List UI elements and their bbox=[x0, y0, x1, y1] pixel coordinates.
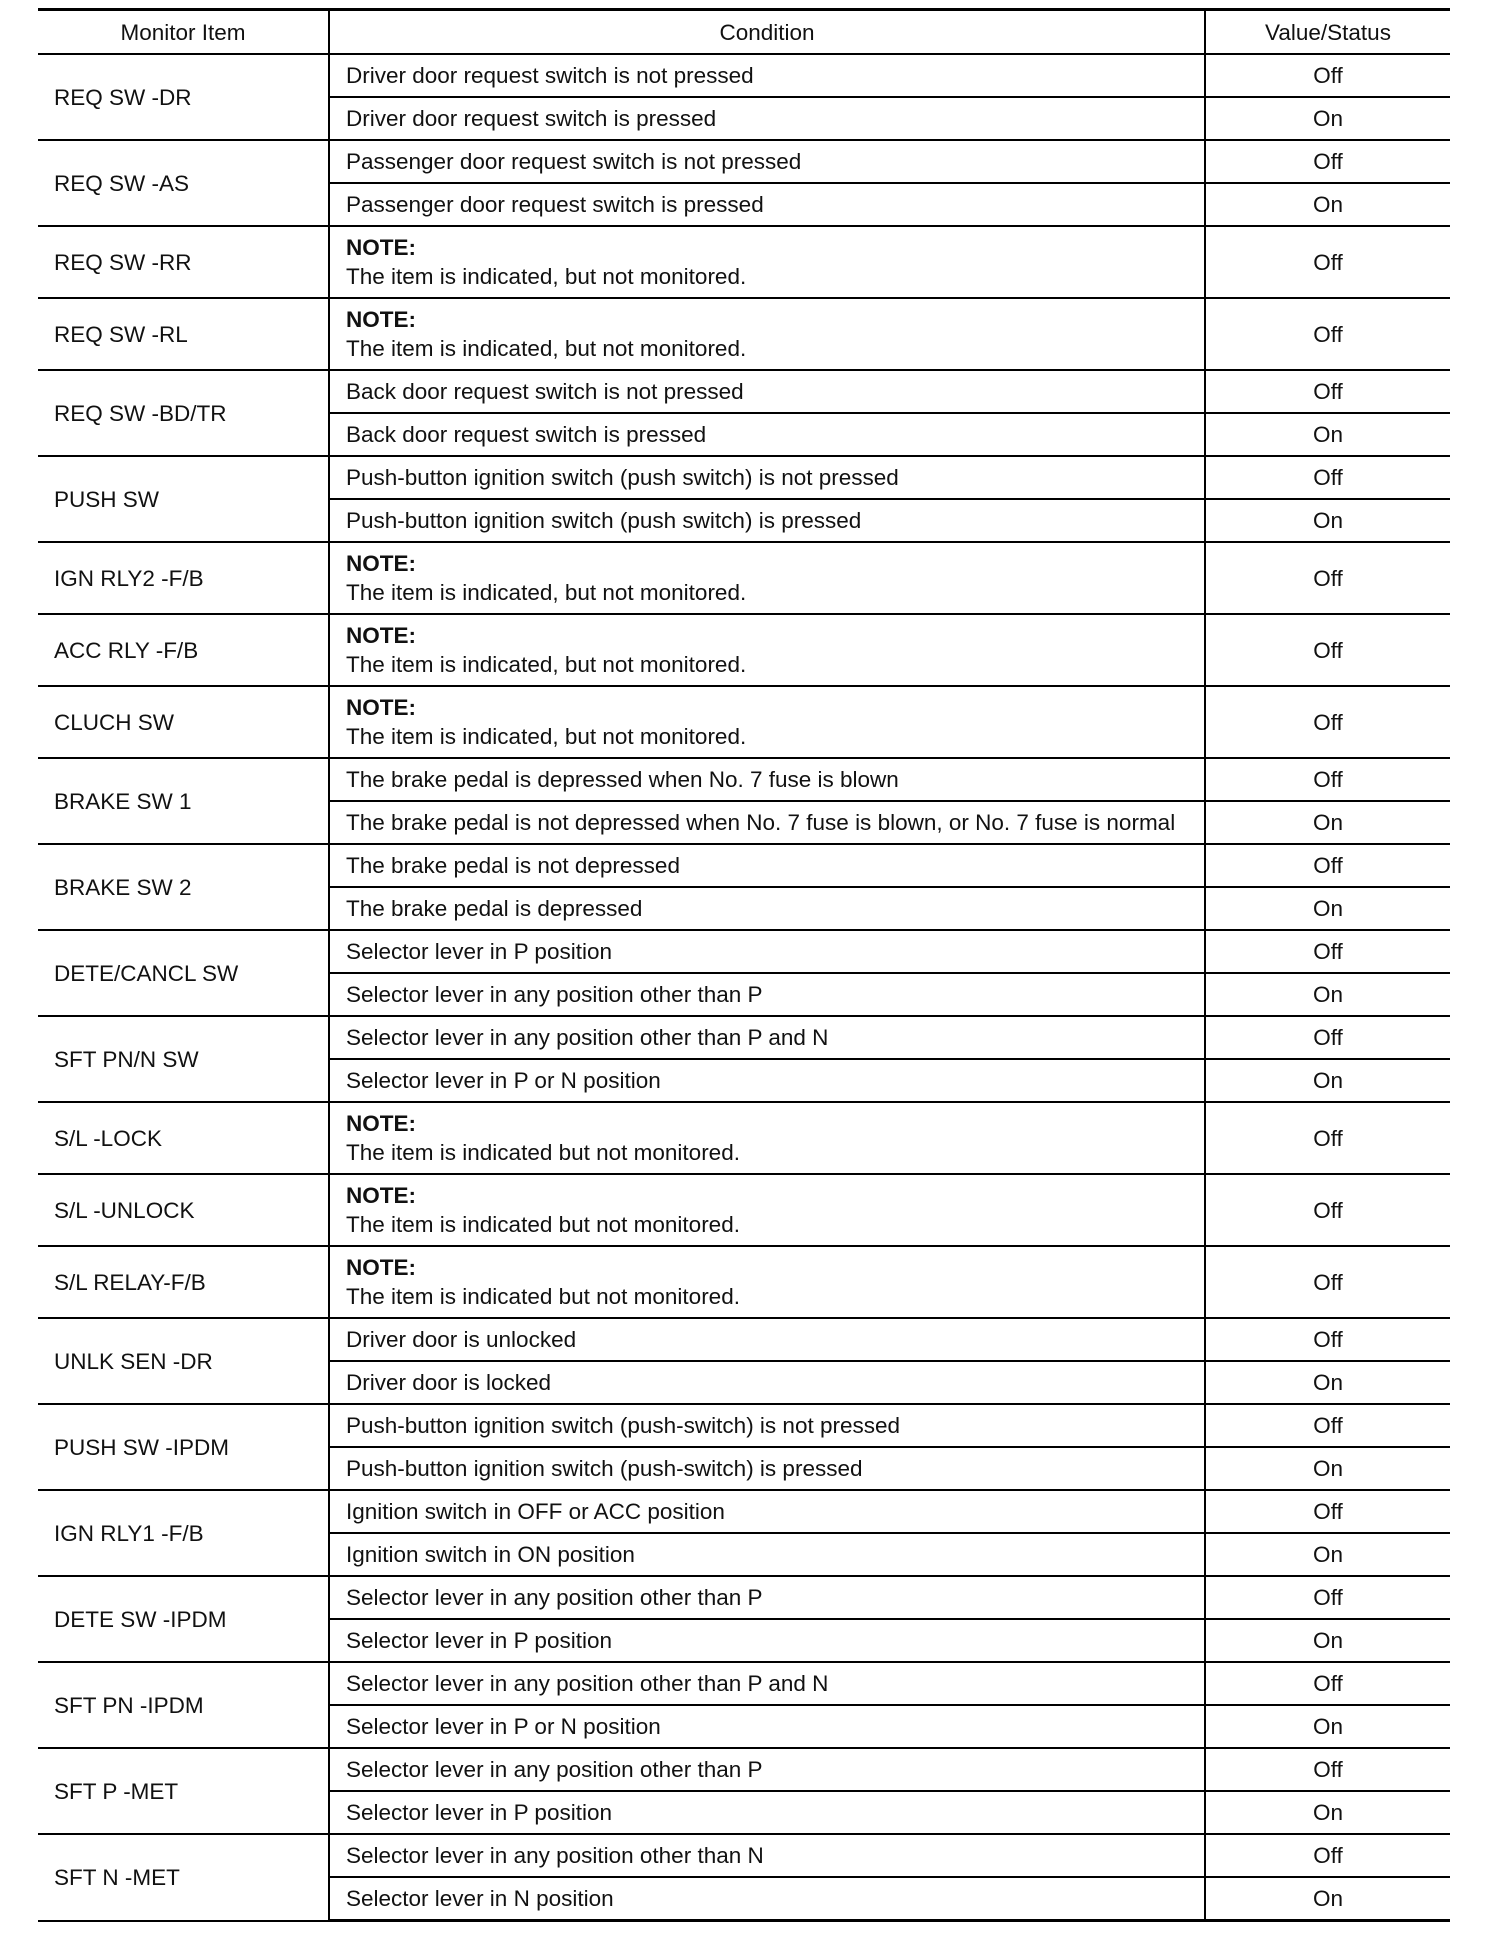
monitor-item-name: IGN RLY1 -F/B bbox=[38, 1490, 329, 1576]
value-status-cell: Off bbox=[1205, 298, 1450, 370]
monitor-item-name: SFT PN -IPDM bbox=[38, 1662, 329, 1748]
monitor-item-name: BRAKE SW 1 bbox=[38, 758, 329, 844]
table-row bbox=[38, 758, 1450, 801]
note-label: NOTE: bbox=[346, 307, 416, 332]
table-row bbox=[38, 370, 1450, 413]
table-row bbox=[38, 686, 1450, 758]
condition-cell: Push-button ignition switch (push switch) is pressed bbox=[329, 499, 1205, 542]
value-status-cell: Off bbox=[1205, 758, 1450, 801]
monitor-item-name: REQ SW -RL bbox=[38, 298, 329, 370]
condition-cell: Driver door is locked bbox=[329, 1361, 1205, 1404]
condition-cell: Selector lever in N position bbox=[329, 1877, 1205, 1921]
value-status-cell: Off bbox=[1205, 1662, 1450, 1705]
table-row bbox=[38, 226, 1450, 298]
value-status-cell: Off bbox=[1205, 456, 1450, 499]
condition-cell: Ignition switch in ON position bbox=[329, 1533, 1205, 1576]
value-status-cell: Off bbox=[1205, 844, 1450, 887]
value-status-cell: Off bbox=[1205, 1246, 1450, 1318]
monitor-item-name: SFT PN/N SW bbox=[38, 1016, 329, 1102]
monitor-item-name: REQ SW -RR bbox=[38, 226, 329, 298]
monitor-item-table bbox=[38, 8, 1450, 1922]
value-status-cell: Off bbox=[1205, 370, 1450, 413]
monitor-item-name: S/L -LOCK bbox=[38, 1102, 329, 1174]
table-row bbox=[38, 1318, 1450, 1361]
value-status-cell: On bbox=[1205, 1619, 1450, 1662]
value-status-cell: Off bbox=[1205, 140, 1450, 183]
value-status-cell: On bbox=[1205, 1877, 1450, 1921]
value-status-cell: On bbox=[1205, 1705, 1450, 1748]
condition-cell: Selector lever in P position bbox=[329, 930, 1205, 973]
condition-cell: Push-button ignition switch (push switch) is not pressed bbox=[329, 456, 1205, 499]
value-status-cell: Off bbox=[1205, 1102, 1450, 1174]
note-label: NOTE: bbox=[346, 551, 416, 576]
value-status-cell: Off bbox=[1205, 1174, 1450, 1246]
monitor-item-name: DETE SW -IPDM bbox=[38, 1576, 329, 1662]
condition-cell: Selector lever in P position bbox=[329, 1791, 1205, 1834]
condition-cell: Ignition switch in OFF or ACC position bbox=[329, 1490, 1205, 1533]
condition-cell: Driver door request switch is pressed bbox=[329, 97, 1205, 140]
condition-cell bbox=[329, 1174, 1205, 1246]
monitor-item-name: SFT N -MET bbox=[38, 1834, 329, 1921]
value-status-cell: Off bbox=[1205, 1404, 1450, 1447]
table-row bbox=[38, 542, 1450, 614]
condition-cell bbox=[329, 686, 1205, 758]
condition-cell bbox=[329, 226, 1205, 298]
condition-cell: The brake pedal is not depressed when No. 7 fuse is blown, or No. 7 fuse is normal bbox=[329, 801, 1205, 844]
value-status-cell: Off bbox=[1205, 542, 1450, 614]
table-row bbox=[38, 140, 1450, 183]
value-status-cell: On bbox=[1205, 183, 1450, 226]
value-status-cell: Off bbox=[1205, 686, 1450, 758]
monitor-item-name: REQ SW -BD/TR bbox=[38, 370, 329, 456]
table-body bbox=[38, 54, 1450, 1921]
monitor-item-name: S/L -UNLOCK bbox=[38, 1174, 329, 1246]
note-text: The item is indicated, but not monitored. bbox=[346, 580, 747, 605]
note-label: NOTE: bbox=[346, 623, 416, 648]
value-status-cell: Off bbox=[1205, 1490, 1450, 1533]
table-row bbox=[38, 1174, 1450, 1246]
monitor-item-name: DETE/CANCL SW bbox=[38, 930, 329, 1016]
note-text: The item is indicated, but not monitored. bbox=[346, 724, 747, 749]
condition-cell bbox=[329, 542, 1205, 614]
monitor-item-name: UNLK SEN -DR bbox=[38, 1318, 329, 1404]
table-row bbox=[38, 1748, 1450, 1791]
note-label: NOTE: bbox=[346, 1255, 416, 1280]
value-status-cell: On bbox=[1205, 499, 1450, 542]
table-row bbox=[38, 614, 1450, 686]
condition-cell bbox=[329, 298, 1205, 370]
condition-cell: Driver door request switch is not pressed bbox=[329, 54, 1205, 97]
value-status-cell: On bbox=[1205, 97, 1450, 140]
table-row bbox=[38, 54, 1450, 97]
note-text: The item is indicated, but not monitored. bbox=[346, 652, 747, 677]
condition-cell: Back door request switch is not pressed bbox=[329, 370, 1205, 413]
value-status-cell: On bbox=[1205, 1361, 1450, 1404]
note-text: The item is indicated but not monitored. bbox=[346, 1212, 740, 1237]
header-condition: Condition bbox=[329, 10, 1205, 55]
table-row bbox=[38, 1246, 1450, 1318]
condition-cell: Selector lever in any position other than P and N bbox=[329, 1662, 1205, 1705]
table-row bbox=[38, 1576, 1450, 1619]
value-status-cell: Off bbox=[1205, 1834, 1450, 1877]
note-text: The item is indicated but not monitored. bbox=[346, 1140, 740, 1165]
table-row bbox=[38, 844, 1450, 887]
header-value-status: Value/Status bbox=[1205, 10, 1450, 55]
condition-cell bbox=[329, 1102, 1205, 1174]
note-label: NOTE: bbox=[346, 1183, 416, 1208]
value-status-cell: On bbox=[1205, 1791, 1450, 1834]
value-status-cell: Off bbox=[1205, 1576, 1450, 1619]
note-text: The item is indicated but not monitored. bbox=[346, 1284, 740, 1309]
monitor-item-name: CLUCH SW bbox=[38, 686, 329, 758]
value-status-cell: Off bbox=[1205, 1016, 1450, 1059]
value-status-cell: On bbox=[1205, 973, 1450, 1016]
value-status-cell: Off bbox=[1205, 54, 1450, 97]
table-row bbox=[38, 1016, 1450, 1059]
condition-cell: Selector lever in P or N position bbox=[329, 1705, 1205, 1748]
table-row bbox=[38, 1102, 1450, 1174]
table-header bbox=[38, 10, 1450, 55]
header-monitor-item: Monitor Item bbox=[38, 10, 329, 55]
note-label: NOTE: bbox=[346, 1111, 416, 1136]
condition-cell: Back door request switch is pressed bbox=[329, 413, 1205, 456]
condition-cell bbox=[329, 1246, 1205, 1318]
monitor-item-name: PUSH SW -IPDM bbox=[38, 1404, 329, 1490]
value-status-cell: On bbox=[1205, 1447, 1450, 1490]
monitor-item-name: ACC RLY -F/B bbox=[38, 614, 329, 686]
note-text: The item is indicated, but not monitored. bbox=[346, 264, 747, 289]
note-label: NOTE: bbox=[346, 695, 416, 720]
value-status-cell: Off bbox=[1205, 614, 1450, 686]
note-label: NOTE: bbox=[346, 235, 416, 260]
value-status-cell: Off bbox=[1205, 1318, 1450, 1361]
monitor-item-name: SFT P -MET bbox=[38, 1748, 329, 1834]
table-row bbox=[38, 456, 1450, 499]
condition-cell: Passenger door request switch is pressed bbox=[329, 183, 1205, 226]
monitor-item-name: PUSH SW bbox=[38, 456, 329, 542]
table-row bbox=[38, 1662, 1450, 1705]
condition-cell: Selector lever in any position other than P bbox=[329, 1748, 1205, 1791]
condition-cell: Selector lever in any position other than P bbox=[329, 1576, 1205, 1619]
value-status-cell: On bbox=[1205, 1059, 1450, 1102]
condition-cell: Selector lever in any position other than N bbox=[329, 1834, 1205, 1877]
header-row bbox=[38, 10, 1450, 55]
monitor-item-name: REQ SW -AS bbox=[38, 140, 329, 226]
condition-cell: The brake pedal is depressed bbox=[329, 887, 1205, 930]
value-status-cell: Off bbox=[1205, 1748, 1450, 1791]
condition-cell: Selector lever in P or N position bbox=[329, 1059, 1205, 1102]
condition-cell: The brake pedal is depressed when No. 7 fuse is blown bbox=[329, 758, 1205, 801]
monitor-item-name: REQ SW -DR bbox=[38, 54, 329, 140]
value-status-cell: On bbox=[1205, 413, 1450, 456]
value-status-cell: On bbox=[1205, 887, 1450, 930]
value-status-cell: On bbox=[1205, 1533, 1450, 1576]
table-row bbox=[38, 930, 1450, 973]
monitor-item-name: BRAKE SW 2 bbox=[38, 844, 329, 930]
monitor-item-name: IGN RLY2 -F/B bbox=[38, 542, 329, 614]
table-row bbox=[38, 1404, 1450, 1447]
condition-cell: The brake pedal is not depressed bbox=[329, 844, 1205, 887]
condition-cell: Push-button ignition switch (push-switch) is pressed bbox=[329, 1447, 1205, 1490]
value-status-cell: Off bbox=[1205, 930, 1450, 973]
table-row bbox=[38, 1490, 1450, 1533]
condition-cell: Selector lever in any position other than P bbox=[329, 973, 1205, 1016]
condition-cell: Push-button ignition switch (push-switch) is not pressed bbox=[329, 1404, 1205, 1447]
value-status-cell: On bbox=[1205, 801, 1450, 844]
monitor-item-name: S/L RELAY-F/B bbox=[38, 1246, 329, 1318]
monitor-item-table-container bbox=[38, 8, 1450, 1922]
condition-cell: Selector lever in any position other than P and N bbox=[329, 1016, 1205, 1059]
table-row bbox=[38, 298, 1450, 370]
note-text: The item is indicated, but not monitored. bbox=[346, 336, 747, 361]
condition-cell: Driver door is unlocked bbox=[329, 1318, 1205, 1361]
condition-cell: Selector lever in P position bbox=[329, 1619, 1205, 1662]
condition-cell bbox=[329, 614, 1205, 686]
value-status-cell: Off bbox=[1205, 226, 1450, 298]
table-row bbox=[38, 1834, 1450, 1877]
condition-cell: Passenger door request switch is not pressed bbox=[329, 140, 1205, 183]
